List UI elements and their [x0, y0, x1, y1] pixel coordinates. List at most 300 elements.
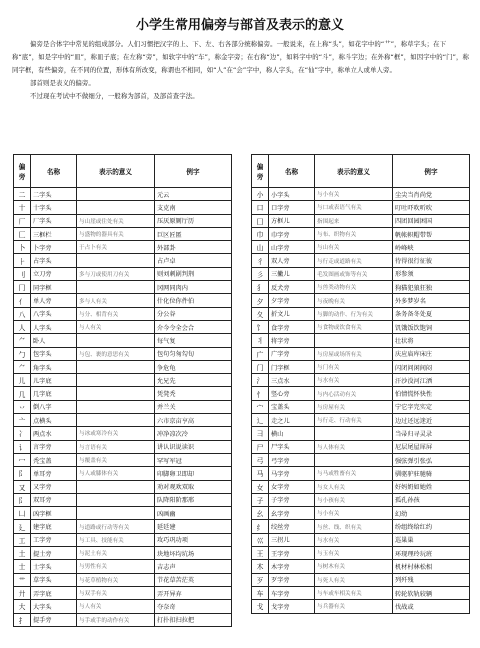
examples-cell: 待得很行征彼 — [393, 254, 470, 267]
intro-paragraph: 不过现在考试中不做细分，一般称为部首，及部首查字法。 — [30, 92, 199, 100]
examples-cell: 巨区匠匿 — [155, 227, 232, 240]
table-row — [252, 440, 470, 453]
table-row — [252, 453, 470, 466]
meaning-cell: 于占卜有关 — [77, 241, 155, 254]
meaning-cell: 与房屋有关 — [315, 400, 393, 413]
meaning-cell — [77, 374, 155, 387]
header-radical: 偏旁 — [14, 155, 31, 188]
table-row — [252, 414, 470, 427]
name-cell: 占字头 — [31, 254, 77, 267]
radical-cell: 艹 — [14, 573, 31, 586]
examples-cell: 包句匀匆勾旬 — [155, 347, 232, 360]
name-cell: 三撇儿 — [269, 267, 315, 280]
table-row — [252, 493, 470, 506]
meaning-cell: 与覆盖有关 — [77, 453, 155, 466]
meaning-cell — [77, 493, 155, 506]
name-cell: 儿字底 — [31, 374, 77, 387]
table-row — [14, 600, 232, 613]
header-examples: 例字 — [393, 155, 470, 188]
name-cell: 弄字底 — [31, 586, 77, 599]
examples-cell: 庆应庙库床庄 — [393, 347, 470, 360]
radical-cell: 女 — [252, 480, 269, 493]
name-cell: 车字旁 — [269, 586, 315, 599]
radical-cell: 尸 — [252, 440, 269, 453]
radical-cell: 门 — [252, 360, 269, 373]
radical-cell: 刂 — [14, 267, 31, 280]
meaning-cell: 与分、相背有关 — [77, 307, 155, 320]
intro-paragraph: 偏旁是合体字中常见的组成部分。人们习惯把汉字的上、下、左、右各部分统称偏旁。一般说来，在上称“头”，如花字中的“艹”，称草字头；在下称“底”，如是字中的“皿”，称皿子底；在左称“旁”，如软字中的“车”，称金字旁；在右称“边”，如料字中的“斗”，称斗字边；在外称“框”，如因字中的“门”，称同字框，有些偏旁，在不同的位置，形体有所改变，称谓也不相同，如“人”在“会”字中，称人字头，在“仙”字中，称单立人或单人旁。 — [12, 40, 469, 74]
examples-cell: 条务备冬处夏 — [393, 307, 470, 320]
meaning-cell: 与行走、行动有关 — [315, 414, 393, 427]
radical-cell: 车 — [252, 586, 269, 599]
examples-cell: 岭峰峡 — [393, 241, 470, 254]
name-cell: 十字头 — [31, 201, 77, 214]
radical-cell: 匚 — [14, 227, 31, 240]
examples-cell: 狗猫犯狼狂独 — [393, 281, 470, 294]
examples-cell: 压厌原厕厅历 — [155, 214, 232, 227]
examples-cell: 帆帐帜帽带帮 — [393, 227, 470, 240]
meaning-cell — [77, 480, 155, 493]
radical-cell: 勹 — [14, 347, 31, 360]
meaning-cell — [77, 334, 155, 347]
examples-cell: 则刘刺剧判荆 — [155, 267, 232, 280]
name-cell: 食字旁 — [269, 320, 315, 333]
name-cell: 山字旁 — [269, 241, 315, 254]
table-row — [252, 307, 470, 320]
name-cell: 秃宝盖 — [31, 453, 77, 466]
examples-cell: 尘尖当肖尚党 — [393, 188, 470, 201]
name-cell: 倒八字 — [31, 400, 77, 413]
name-cell: 凶字框 — [31, 507, 77, 520]
examples-cell: 冲净凉次冷 — [155, 427, 232, 440]
name-cell: 绞丝旁 — [269, 520, 315, 533]
name-cell: 将字旁 — [269, 334, 315, 347]
radical-cell: 辶 — [252, 414, 269, 427]
examples-cell: 四团回园困国 — [393, 214, 470, 227]
table-row — [14, 281, 232, 294]
meaning-cell: 与布、织物有关 — [315, 227, 393, 240]
name-cell: 歹字旁 — [269, 573, 315, 586]
meaning-cell: 与小有关 — [315, 507, 393, 520]
examples-cell: 冈网同肉内 — [155, 281, 232, 294]
radical-cell: 人 — [14, 320, 31, 333]
table-row — [14, 201, 232, 214]
name-cell: 卧人 — [31, 334, 77, 347]
meaning-cell: 与内心活动有关 — [315, 387, 393, 400]
radical-cell: 马 — [252, 467, 269, 480]
examples-cell: 巡巢巢 — [393, 533, 470, 546]
table-row — [14, 214, 232, 227]
name-cell: 士字头 — [31, 560, 77, 573]
name-cell: 夕字旁 — [269, 294, 315, 307]
examples-cell: 节花草苦茫英 — [155, 573, 232, 586]
name-cell: 弓字旁 — [269, 453, 315, 466]
table-row — [14, 547, 232, 560]
table-row — [252, 214, 470, 227]
table-row — [14, 507, 232, 520]
name-cell: 工字旁 — [31, 533, 77, 546]
table-row — [252, 254, 470, 267]
name-cell: 巾字旁 — [269, 227, 315, 240]
meaning-cell: 与人体有关 — [315, 440, 393, 453]
meaning-cell: 指围起来 — [315, 214, 393, 227]
table-row — [14, 387, 232, 400]
page-title: 小学生常用偏旁与部首及表示的意义 — [135, 18, 344, 33]
meaning-cell: 多与刀或使用刀有关 — [77, 267, 155, 280]
radical-cell: 士 — [14, 560, 31, 573]
radical-table-left — [13, 154, 232, 627]
name-cell: 点横头 — [31, 414, 77, 427]
meaning-cell: 与食物或饮食有关 — [315, 320, 393, 333]
radical-cell: 彳 — [252, 254, 269, 267]
name-cell: 大字头 — [31, 600, 77, 613]
meaning-cell — [77, 360, 155, 373]
table-row — [252, 374, 470, 387]
table-row — [14, 241, 232, 254]
examples-cell: 队降阳阶那邢 — [155, 493, 232, 506]
name-cell: 竖心旁 — [269, 387, 315, 400]
name-cell: 建字底 — [31, 520, 77, 533]
meaning-cell: 与脚的动作、行为有关 — [315, 307, 393, 320]
name-cell: 幺字旁 — [269, 507, 315, 520]
meaning-cell: 与水有关 — [315, 533, 393, 546]
name-cell: 提土旁 — [31, 547, 77, 560]
examples-cell: 叮吐吓吹听吹 — [393, 201, 470, 214]
radical-cell: 弓 — [252, 453, 269, 466]
meaning-cell — [315, 427, 393, 440]
name-cell: 走之儿 — [269, 414, 315, 427]
examples-cell: 机材村林松相 — [393, 560, 470, 573]
meaning-cell: 与小孩有关 — [315, 493, 393, 506]
examples-cell: 列歼残 — [393, 573, 470, 586]
name-cell: 门字框 — [269, 360, 315, 373]
examples-cell: 每气复 — [155, 334, 232, 347]
meaning-cell — [77, 201, 155, 214]
name-cell: 立刀旁 — [31, 267, 77, 280]
name-cell: 八字头 — [31, 307, 77, 320]
radical-cell: 丬 — [252, 334, 269, 347]
table-row — [14, 560, 232, 573]
name-cell: 言字旁 — [31, 440, 77, 453]
radical-cell: 王 — [252, 547, 269, 560]
radical-cell: 土 — [14, 547, 31, 560]
table-row — [14, 227, 232, 240]
header-meaning: 表示的意义 — [315, 155, 393, 188]
examples-cell: 伐战或 — [393, 600, 470, 613]
name-cell: 二字头 — [31, 188, 77, 201]
name-cell: 提手旁 — [31, 613, 77, 626]
table-row — [252, 241, 470, 254]
radical-cell: 纟 — [252, 520, 269, 533]
name-cell: 广字旁 — [269, 347, 315, 360]
meaning-cell: 与双手有关 — [77, 586, 155, 599]
table-row — [252, 467, 470, 480]
meaning-cell: 与男性有关 — [77, 560, 155, 573]
table-row — [252, 347, 470, 360]
table-row — [252, 201, 470, 214]
name-cell: 人字头 — [31, 320, 77, 333]
radical-cell: 丷 — [14, 400, 31, 413]
table-row — [252, 360, 470, 373]
radical-cell: 大 — [14, 600, 31, 613]
examples-cell: 分公谷 — [155, 307, 232, 320]
table-row — [14, 334, 232, 347]
radical-cell: 子 — [252, 493, 269, 506]
radical-cell: 亻 — [14, 294, 31, 307]
name-cell: 口字旁 — [269, 201, 315, 214]
meaning-cell — [315, 334, 393, 347]
examples-cell: 外部卦 — [155, 241, 232, 254]
radical-cell: 幺 — [252, 507, 269, 520]
name-cell: 三点水 — [269, 374, 315, 387]
table-row — [252, 573, 470, 586]
name-cell: 木字旁 — [269, 560, 315, 573]
meaning-cell: 与道路或行动等有关 — [77, 520, 155, 533]
radical-cell: 歹 — [252, 573, 269, 586]
radical-cell: 八 — [14, 307, 31, 320]
meaning-cell — [77, 400, 155, 413]
table-row — [14, 374, 232, 387]
table-row — [14, 307, 232, 320]
examples-cell: 罕写军冠 — [155, 453, 232, 466]
header-name: 名称 — [31, 155, 77, 188]
name-cell: 尸字头 — [269, 440, 315, 453]
radical-cell: 卜 — [14, 241, 31, 254]
examples-cell: 幻幼 — [393, 507, 470, 520]
meaning-cell: 与人有关 — [77, 320, 155, 333]
meaning-cell: 与房屋或场所有关 — [315, 347, 393, 360]
examples-cell: 当帚归寻灵录 — [393, 427, 470, 440]
name-cell: 女字旁 — [269, 480, 315, 493]
radical-cell: 木 — [252, 560, 269, 573]
table-row — [14, 360, 232, 373]
examples-cell: 尼层尾屋犀屏 — [393, 440, 470, 453]
radical-cell: 犭 — [252, 281, 269, 294]
radical-cell: 广 — [252, 347, 269, 360]
examples-cell: 占卢卓 — [155, 254, 232, 267]
examples-cell: 好妈奶如她姓 — [393, 480, 470, 493]
table-row — [14, 294, 232, 307]
name-cell: 折文儿 — [269, 307, 315, 320]
table-row — [252, 320, 470, 333]
table-row — [252, 400, 470, 413]
examples-cell: 形参须 — [393, 267, 470, 280]
meaning-cell: 多与人有关 — [77, 294, 155, 307]
examples-cell: 什化位你件伯 — [155, 294, 232, 307]
name-cell: 马字旁 — [269, 467, 315, 480]
radical-cell: 彡 — [252, 267, 269, 280]
table-row — [252, 294, 470, 307]
meaning-cell: 与门有关 — [315, 360, 393, 373]
radical-cell: 讠 — [14, 440, 31, 453]
radical-cell: 亠 — [14, 414, 31, 427]
header-radical: 偏旁 — [252, 155, 269, 188]
meaning-cell — [77, 414, 155, 427]
name-cell: 厂字头 — [31, 214, 77, 227]
meaning-cell — [77, 254, 155, 267]
radical-cell: 忄 — [252, 387, 269, 400]
radical-cell: 宀 — [252, 400, 269, 413]
meaning-cell — [77, 387, 155, 400]
examples-cell: 六市京亩亨高 — [155, 414, 232, 427]
examples-cell: 弄开异弃 — [155, 586, 232, 599]
name-cell: 单人旁 — [31, 294, 77, 307]
radical-cell: 口 — [252, 201, 269, 214]
examples-cell: 宁它字完实定 — [393, 400, 470, 413]
meaning-cell: 与人或膝体有关 — [77, 467, 155, 480]
examples-cell: 吉志声 — [155, 560, 232, 573]
name-cell: 草字头 — [31, 573, 77, 586]
table-row — [252, 507, 470, 520]
header-meaning: 表示的意义 — [77, 155, 155, 188]
table-row — [14, 254, 232, 267]
meaning-cell: 与人有关 — [77, 600, 155, 613]
examples-cell: 凶画幽 — [155, 507, 232, 520]
table-row — [14, 440, 232, 453]
name-cell: 子字旁 — [269, 493, 315, 506]
meaning-cell: 与盛物的器具有关 — [77, 227, 155, 240]
meaning-cell: 与山有关 — [315, 241, 393, 254]
header-name: 名称 — [269, 155, 315, 188]
meaning-cell: 与行走或道路有关 — [315, 254, 393, 267]
examples-cell: 打扑扣扫拉把 — [155, 613, 232, 626]
table-row — [252, 188, 470, 201]
name-cell: 三框栏 — [31, 227, 77, 240]
examples-cell: 攻巧巩功项 — [155, 533, 232, 546]
table-row — [252, 267, 470, 280]
name-cell: 单耳旁 — [31, 467, 77, 480]
examples-cell: 夺奈奇 — [155, 600, 232, 613]
meaning-cell — [77, 281, 155, 294]
table-row — [252, 586, 470, 599]
examples-cell: 汗沙没河江洒 — [393, 374, 470, 387]
examples-cell: 孤孔孙孩 — [393, 493, 470, 506]
meaning-cell — [315, 453, 393, 466]
table-header-row — [252, 155, 470, 188]
meaning-cell: 与手或手的动作有关 — [77, 613, 155, 626]
table-row — [14, 400, 232, 413]
meaning-cell: 与丝、线、织有关 — [315, 520, 393, 533]
name-cell: 两点水 — [31, 427, 77, 440]
table-row — [14, 533, 232, 546]
table-row — [14, 586, 232, 599]
table-row — [252, 600, 470, 613]
radical-cell: 工 — [14, 533, 31, 546]
examples-cell: 劝对观欢双取 — [155, 480, 232, 493]
table-row — [252, 480, 470, 493]
meaning-cell: 与夜晚有关 — [315, 294, 393, 307]
radical-cell: 囗 — [252, 214, 269, 227]
meaning-cell: 与玉有关 — [315, 547, 393, 560]
table-row — [252, 547, 470, 560]
table-row — [14, 573, 232, 586]
radical-cell: 饣 — [252, 320, 269, 333]
radical-cell: ⺈ — [14, 360, 31, 373]
radical-cell: 凵 — [14, 507, 31, 520]
meaning-cell: 与马或牲畜有关 — [315, 467, 393, 480]
name-cell: 小字头 — [269, 188, 315, 201]
table-row — [14, 453, 232, 466]
radical-cell: 氵 — [252, 374, 269, 387]
radical-cell: 巛 — [252, 533, 269, 546]
examples-cell: 闪闭问闲间闷 — [393, 360, 470, 373]
radical-cell: 廾 — [14, 586, 31, 599]
examples-cell: 饥饿饭饮饱饲 — [393, 320, 470, 333]
meaning-cell: 与花草植物有关 — [77, 573, 155, 586]
radical-cell: 小 — [252, 188, 269, 201]
radical-cell: ⺊ — [14, 254, 31, 267]
table-row — [14, 267, 232, 280]
meaning-cell: 与女人有关 — [315, 480, 393, 493]
radical-cell: 阝 — [14, 467, 31, 480]
name-cell: 方框儿 — [269, 214, 315, 227]
name-cell: 戈字旁 — [269, 600, 315, 613]
table-row — [14, 427, 232, 440]
table-row — [252, 427, 470, 440]
radical-cell: 厂 — [14, 214, 31, 227]
radical-cell: 廴 — [14, 520, 31, 533]
name-cell: 宝盖头 — [269, 400, 315, 413]
name-cell: 几字底 — [31, 387, 77, 400]
examples-cell: 讲认识说读识 — [155, 440, 232, 453]
meaning-cell: 与冰或寒冷有关 — [77, 427, 155, 440]
examples-cell: 驯驱驴驻驰骑 — [393, 467, 470, 480]
radical-cell: 冂 — [14, 281, 31, 294]
meaning-cell — [77, 188, 155, 201]
meaning-cell: 与死人有关 — [315, 573, 393, 586]
radical-cell: 几 — [14, 387, 31, 400]
examples-cell: 元云 — [155, 188, 232, 201]
examples-cell: 怕情慌怀快性 — [393, 387, 470, 400]
table-row — [14, 493, 232, 506]
table-row — [252, 560, 470, 573]
examples-cell: 介今令全会合 — [155, 320, 232, 333]
examples-cell: 转轮软轨较辆 — [393, 586, 470, 599]
meaning-cell: 与山崖或住处有关 — [77, 214, 155, 227]
table-row — [14, 613, 232, 626]
meaning-cell: 与车或车相关有关 — [315, 586, 393, 599]
radical-cell: 扌 — [14, 613, 31, 626]
meaning-cell: 毛发图画或饰等有关 — [315, 267, 393, 280]
meaning-cell: 与口或表语气有关 — [315, 201, 393, 214]
name-cell: 卜字旁 — [31, 241, 77, 254]
table-row — [252, 227, 470, 240]
examples-cell: 块地坏均坑场 — [155, 547, 232, 560]
name-cell: 王字旁 — [269, 547, 315, 560]
examples-cell: 支克南 — [155, 201, 232, 214]
meaning-cell: 与言语有关 — [77, 440, 155, 453]
name-cell: 反犬旁 — [269, 281, 315, 294]
name-cell: 双耳旁 — [31, 493, 77, 506]
table-row — [252, 533, 470, 546]
meaning-cell: 与包、裹的意思有关 — [77, 347, 155, 360]
examples-cell: 纷组终给红约 — [393, 520, 470, 533]
radical-cell: 巾 — [252, 227, 269, 240]
radical-table-right — [251, 154, 470, 614]
meaning-cell: 与兵器有关 — [315, 600, 393, 613]
meaning-cell: 与树木有关 — [315, 560, 393, 573]
name-cell: 同字框 — [31, 281, 77, 294]
radical-cell: ⺈ — [14, 334, 31, 347]
radical-cell: 夂 — [252, 307, 269, 320]
table-row — [14, 520, 232, 533]
header-examples: 例字 — [155, 155, 232, 188]
radical-cell: 戈 — [252, 600, 269, 613]
name-cell: 横山 — [269, 427, 315, 440]
intro-text — [12, 38, 472, 103]
table-row — [14, 480, 232, 493]
table-row — [252, 387, 470, 400]
